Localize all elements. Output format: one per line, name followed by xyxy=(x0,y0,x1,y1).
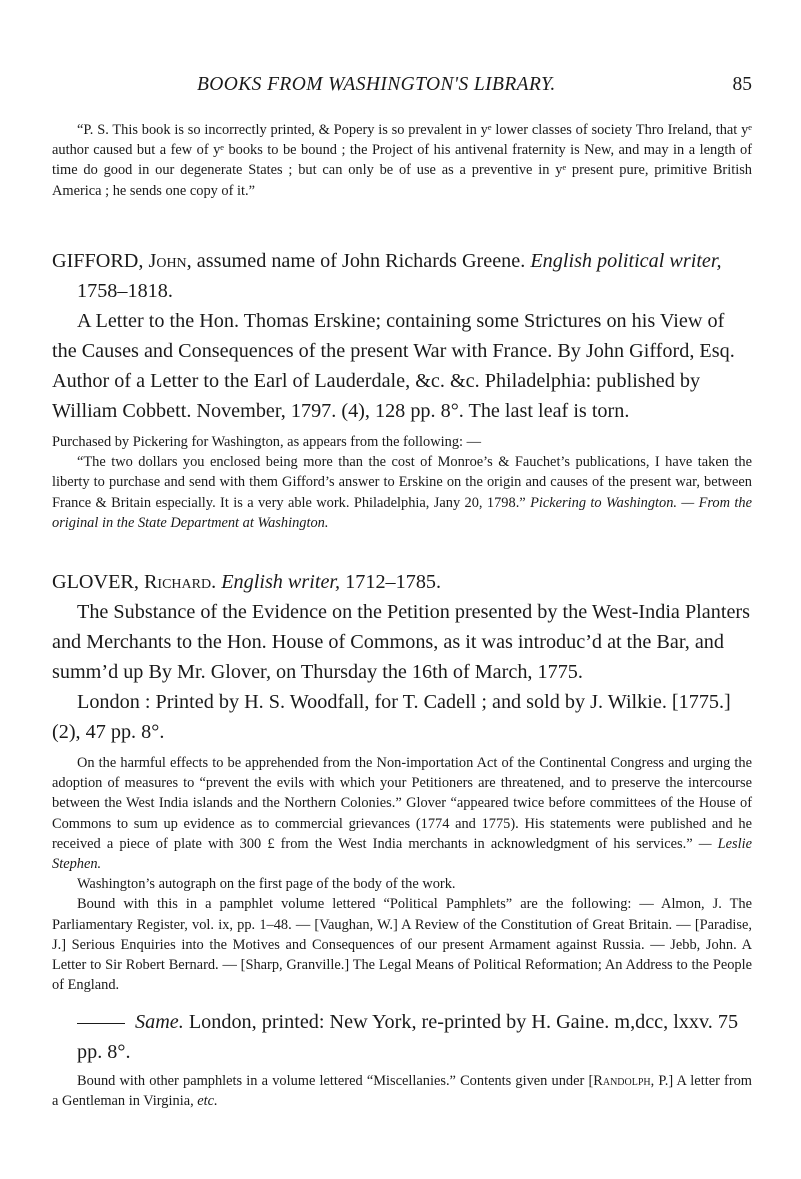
entry-same-label: Same. xyxy=(135,1011,184,1033)
entry-same-note xyxy=(52,1071,752,1111)
entry-surname: GIFFORD, xyxy=(52,250,144,272)
entry-role: English political writer, xyxy=(530,250,722,272)
entry-imprint: London : Printed by H. S. Woodfall, for T. Cadell ; and sold by J. Wilkie. [1775.] (2), 47 pp. 8°. xyxy=(52,691,731,743)
entry-binding-note: Bound with this in a pamphlet volume lettered “Political Pamphlets” are the following: — Almon, J. The Parliamentary Register, vol. ix, pp. 1–48. — [Vaughan, W.] A Review of the Constitution of Great Britain. — [Paradise, J.] Serious Enquiries into the Motives and Consequences of our present Armament against Russia. — Jebb, John. A Letter to Sir Robert Bernard. — [Sharp, Granville.] The Legal Means of Political Reformation; An Address to the People of England. xyxy=(52,896,752,994)
entry-same-heading xyxy=(52,1007,752,1067)
entry-gifford xyxy=(52,246,752,533)
entry-same-note-text: Bound with other pamphlets in a volume lettered “Miscellanies.” Contents given under [ xyxy=(77,1073,594,1089)
entry-same-note-name: Randolph xyxy=(593,1073,651,1089)
entry-quote-source: Pickering to Washington. — From the original in the State Department at Washington. xyxy=(52,494,752,531)
entry-forename: John, xyxy=(148,250,192,272)
running-head-title: BOOKS FROM WASHINGTON'S LIBRARY. xyxy=(197,74,556,95)
entry-heading xyxy=(52,567,752,597)
entry-same-note-rest: , P.] A letter from a Gentleman in Virginia, xyxy=(52,1073,752,1110)
entry-forename: Richard. xyxy=(143,571,217,593)
entry-title: The Substance of the Evidence on the Petition presented by the West-India Planters and Merchants to the Hon. House of Commons, as it was introduc’d at the Bar, and summ’d up By Mr. Glover, on Thursday the 16th of March, 1775. xyxy=(52,601,750,683)
entry-note xyxy=(52,753,752,874)
entry-glover xyxy=(52,567,752,995)
entry-quote-text: “The two dollars you enclosed being more than the cost of Monroe’s & Fauchet’s publications, I have taken the liberty to purchase and send with them Gifford’s answer to Erskine on the origin and causes of the present war, between France & Britain especially. It is a very able work. Philadelphia, Jany 20, 1798.” xyxy=(52,454,752,511)
entry-same xyxy=(52,1007,752,1111)
entry-quote xyxy=(52,452,752,533)
entry-heading xyxy=(52,246,752,306)
opening-quote-text: “P. S. This book is so incorrectly printed, & Popery is so prevalent in yᵉ lower classes of society Thro Ireland, that yᵉ author caused but a few of yᵉ books to be bound ; the Project of his antivenal fraternity is New, and may in a length of time do good in our degenerate States ; but can only be of use as a preventive in yᵉ present pure, primitive British America ; he sends one copy of it.” xyxy=(52,122,752,199)
entry-dates: 1712–1785. xyxy=(345,571,442,593)
entry-role: English writer, xyxy=(221,571,341,593)
entry-description: assumed name of John Richards Greene. xyxy=(196,250,526,272)
opening-quote xyxy=(52,120,752,201)
running-head xyxy=(52,74,752,104)
entry-autograph-note: Washington’s autograph on the first page of the body of the work. xyxy=(77,876,456,893)
entry-same-title: London, printed: New York, re-printed by H. Gaine. m,dcc, lxxv. 75 pp. 8°. xyxy=(77,1011,739,1063)
entry-title: A Letter to the Hon. Thomas Erskine; containing some Strictures on his View of the Causes and Consequences of the present War with France. By John Gifford, Esq. Author of a Letter to the Earl of Lauderdale, &c. &c. Philadelphia: published by William Cobbett. November, 1797. (4), 128 pp. 8°. The last leaf is torn. xyxy=(52,310,735,422)
entry-dates: 1758–1818. xyxy=(77,280,173,302)
entry-note: Purchased by Pickering for Washington, as appears from the following: — xyxy=(52,434,482,450)
entry-note-text: On the harmful effects to be apprehended from the Non-importation Act of the Continental Congress and urging the adoption of measures to “prevent the evils with which your Petitioners are threatened, and to preserve the intercourse between the West India islands and the Northern Colonies.” Glover “appeared twice before committees of the House of Commons to sum up evidence as to commercial grievances (1774 and 1775). His statements were published and he received a piece of plate with 300 £ from the West India merchants in acknowledgment of his services.” xyxy=(52,755,752,852)
entry-note-source: — Leslie Stephen. xyxy=(52,835,752,873)
ditto-dash xyxy=(77,1023,125,1024)
entry-same-note-etc: etc. xyxy=(197,1093,218,1110)
page-number: 85 xyxy=(732,74,752,95)
entry-surname: GLOVER, xyxy=(52,571,139,593)
